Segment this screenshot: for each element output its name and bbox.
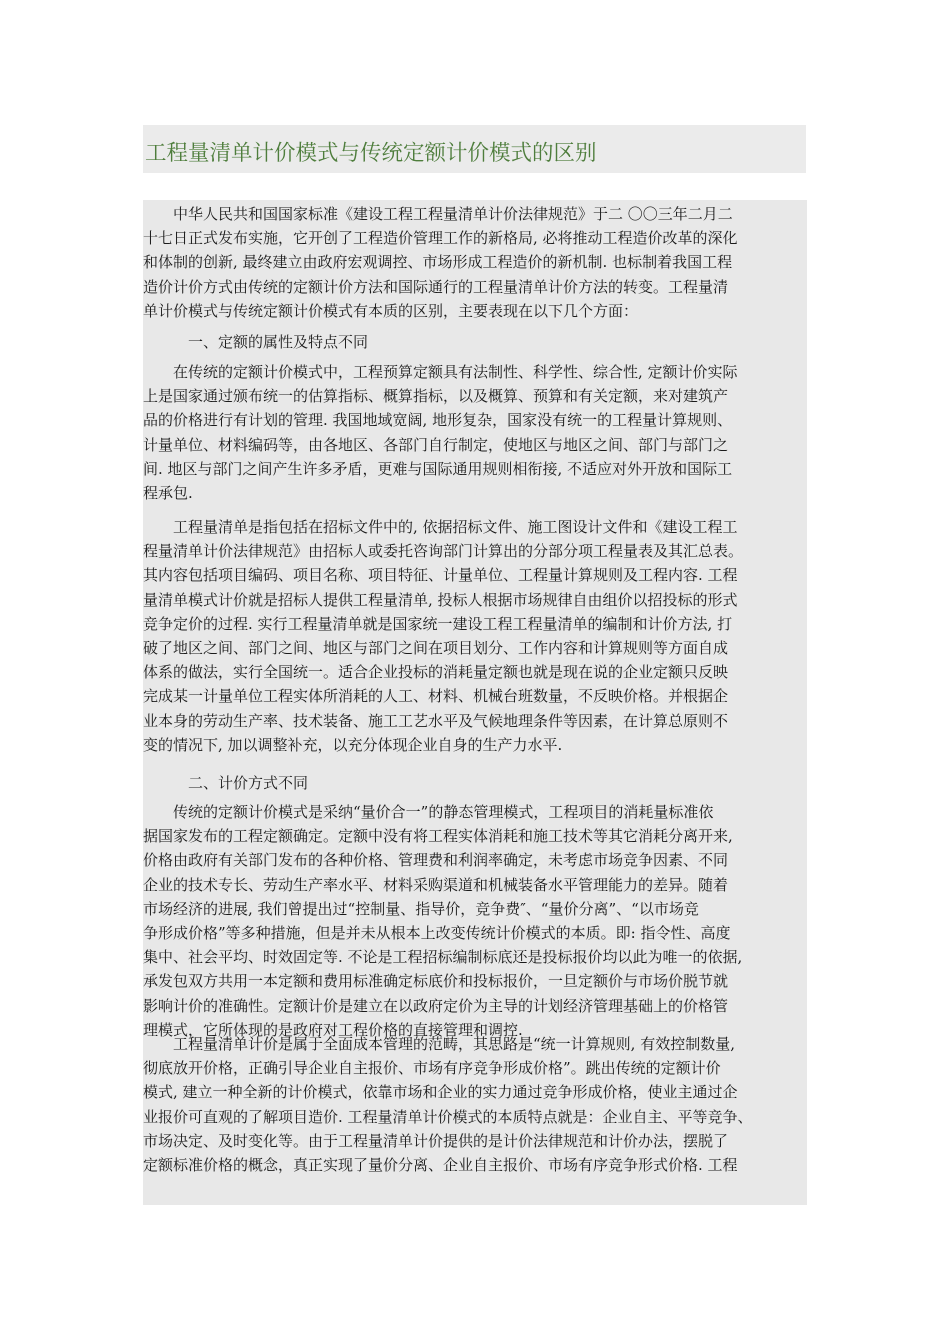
text-line: 单计价模式与传统定额计价模式有本质的区别，主要表现在以下几个方面： <box>143 301 639 320</box>
text-line: 计量单位、材料编码等，由各地区、各部门自行制定，使地区与地区之间、部门与部门之 <box>143 435 729 454</box>
text-line: 破了地区之间、部门之间、地区与部门之间在项目划分、工作内容和计算规则等方面自成 <box>143 638 729 657</box>
document-body <box>143 200 807 1205</box>
text-line: 体系的做法，实行全国统一。适合企业投标的消耗量定额也就是现在说的企业定额只反映 <box>143 663 729 682</box>
section-heading-2 <box>188 771 308 795</box>
text-line: 品的价格进行有计划的管理. 我国地域宽阔, 地形复杂，国家没有统一的工程量计算规则、 <box>143 411 733 430</box>
text-line: 造价计价方式由传统的定额计价方法和国际通行的工程量清单计价方法的转变。工程量清 <box>143 277 729 296</box>
body-paragraph-4 <box>143 1032 807 1177</box>
section-heading-1 <box>188 330 368 354</box>
text-line: 业本身的劳动生产率、技术装备、施工工艺水平及气候地理条件等因素，在计算总原则不 <box>143 711 729 730</box>
text-line: 工程量清单计价是属于全面成本管理的范畴，其思路是“统一计算规则, 有效控制数量, <box>143 1035 735 1053</box>
intro-paragraph <box>143 202 807 323</box>
text-line: 模式, 建立一种全新的计价模式，依靠市场和企业的实力通过竞争形成价格，使业主通过企 <box>143 1083 738 1102</box>
body-paragraph-1 <box>143 360 807 505</box>
text-line: 十七日正式发布实施，它开创了工程造价管理工作的新格局, 必将推动工程造价改革的深化 <box>143 229 738 248</box>
text-line: 竞争定价的过程. 实行工程量清单就是国家统一建设工程工程量清单的编制和计价方法, 打 <box>143 614 733 633</box>
text-line: 完成某一计量单位工程实体所消耗的人工、材料、机械台班数量，不反映价格。并根据企 <box>143 687 729 706</box>
text-line: 争形成价格”等多种措施，但是并未从根本上改变传统计价模式的本质。即: 指令性、高度 <box>143 923 731 942</box>
text-line: 理模式，它所体现的是政府对工程价格的直接管理和调控. <box>143 1020 523 1039</box>
text-line: 程量清单计价法律规范》由招标人或委托咨询部门计算出的分部分项工程量表及其汇总表。 <box>143 542 744 561</box>
text-line: 上是国家通过颁布统一的估算指标、概算指标，以及概算、预算和有关定额，来对建筑产 <box>143 387 729 406</box>
text-line: 彻底放开价格，正确引导企业自主报价、市场有序竞争形成价格”。跳出传统的定额计价 <box>143 1059 721 1078</box>
text-line: 承发包双方共用一本定额和费用标准确定标底价和投标报价，一旦定额价与市场价脱节就 <box>143 972 729 991</box>
body-paragraph-3 <box>143 800 807 1042</box>
text-line: 影响计价的准确性。定额计价是建立在以政府定价为主导的计划经济管理基础上的价格管 <box>143 996 729 1015</box>
body-paragraph-2 <box>143 515 807 757</box>
text-line: 变的情况下, 加以调整补充，以充分体现企业自身的生产力水平. <box>143 735 563 754</box>
text-line: 市场经济的进展, 我们曾提出过“控制量、指导价，竞争费″、“量价分离”、“以市场竞 <box>143 899 699 918</box>
text-line: 程承包. <box>143 483 193 502</box>
text-line: 其内容包括项目编码、项目名称、项目特征、计量单位、工程量计算规则及工程内容. 工程 <box>143 566 738 585</box>
text-line: 企业的技术专长、劳动生产率水平、材料采购渠道和机械装备水平管理能力的差异。随着 <box>143 875 729 894</box>
text-line: 量清单模式计价就是招标人提供工程量清单, 投标人根据市场规律自由组价以招投标的形式 <box>143 590 738 609</box>
text-line: 据国家发布的工程定额确定。定额中没有将工程实体消耗和施工技术等其它消耗分离开来, <box>143 827 733 846</box>
text-line: 传统的定额计价模式是采纳“量价合一”的静态管理模式，工程项目的消耗量标准依 <box>143 803 714 821</box>
text-line: 集中、社会平均、时效固定等. 不论是工程招标编制标底还是投标报价均以此为唯一的依据, <box>143 948 743 967</box>
text-line: 和体制的创新, 最终建立由政府宏观调控、市场形成工程造价的新机制. 也标制着我国工程 <box>143 253 733 272</box>
text-line: 业报价可直观的了解项目造价. 工程量清单计价模式的本质特点就是：企业自主、平等竞争、 <box>143 1107 753 1126</box>
text-line: 价格由政府有关部门发布的各种价格、管理费和利润率确定，未考虑市场竞争因素、不同 <box>143 851 729 870</box>
text-line: 工程量清单是指包括在招标文件中的, 依据招标文件、施工图设计文件和《建设工程工 <box>143 518 738 536</box>
text-line: 定额标准价格的概念，真正实现了量价分离、企业自主报价、市场有序竞争形式价格. 工程 <box>143 1155 738 1174</box>
document-title: 工程量清单计价模式与传统定额计价模式的区别 <box>145 141 597 166</box>
text-line: 一、定额的属性及特点不同 <box>188 333 369 351</box>
text-line: 间. 地区与部门之间产生许多矛盾，更难与国际通用规则相衔接, 不适应对外开放和国际工 <box>143 459 733 478</box>
text-line: 市场决定、及时变化等。由于工程量清单计价提供的是计价法律规范和计价办法，摆脱了 <box>143 1131 729 1150</box>
text-line: 二、计价方式不同 <box>188 774 309 792</box>
text-line: 中华人民共和国国家标准《建设工程工程量清单计价法律规范》于二 〇〇三年二月二 <box>143 205 733 223</box>
text-line: 在传统的定额计价模式中，工程预算定额具有法制性、科学性、综合性, 定额计价实际 <box>143 363 738 381</box>
